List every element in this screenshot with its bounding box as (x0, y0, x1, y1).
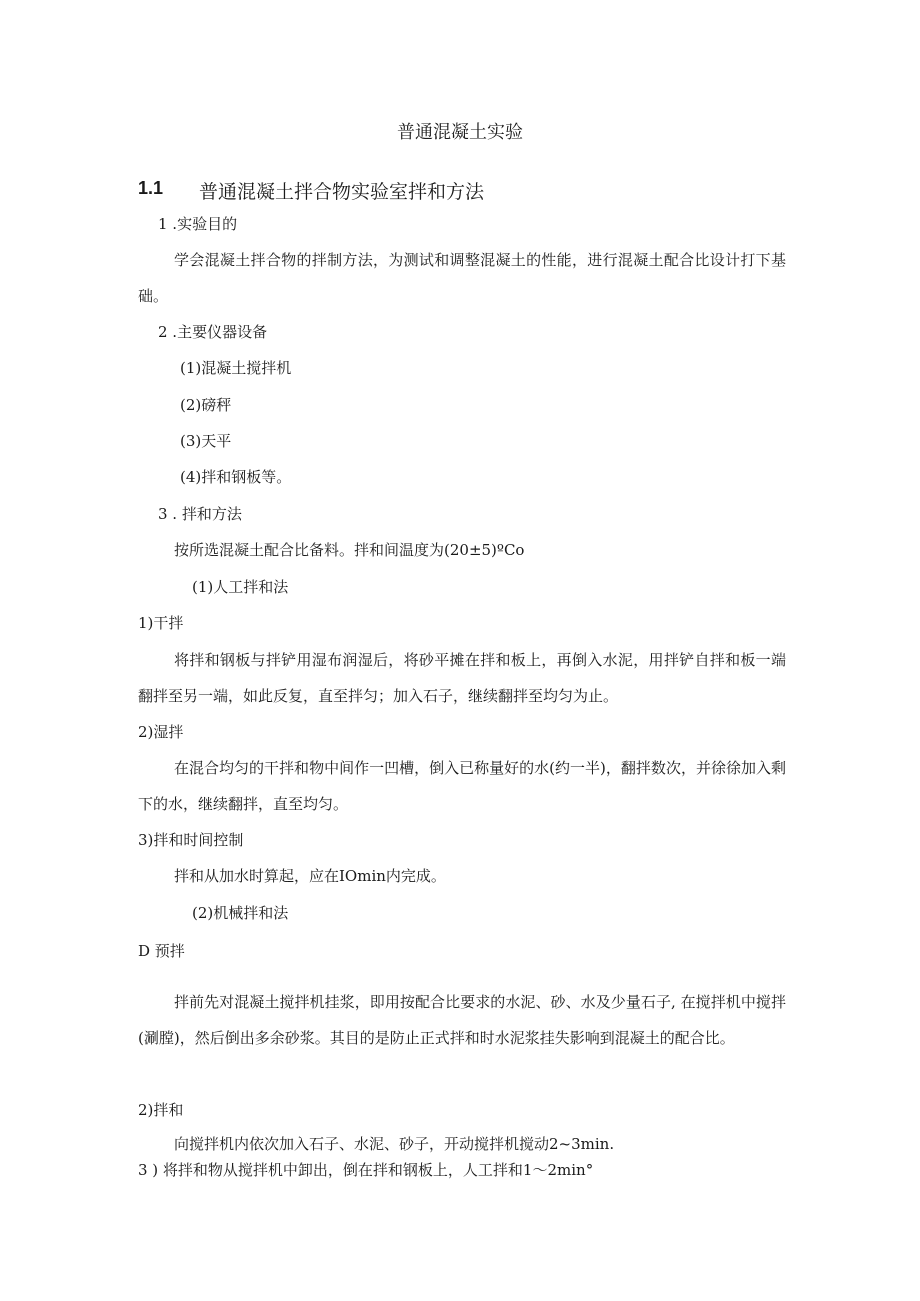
method-heading: 3 . 拌和方法 (158, 505, 242, 523)
section-number: 1.1 (138, 178, 164, 198)
manual-method-heading: (1)人工拌和法 (192, 578, 289, 596)
time-control-text: 拌和从加水时算起，应在IOmin内完成。 (174, 867, 446, 885)
purpose-heading: 1 .实验目的 (158, 215, 238, 233)
time-control-heading: 3)拌和时间控制 (138, 831, 244, 849)
equipment-item: (2)磅秤 (180, 396, 232, 414)
document-title: 普通混凝土实验 (397, 122, 523, 143)
purpose-paragraph: 学会混凝土拌合物的拌制方法，为测试和调整混凝土的性能，进行混凝土配合比设计打下基础。 (138, 251, 786, 305)
pre-mix-heading: D 预拌 (138, 942, 185, 960)
section-title: 普通混凝土拌合物实验室拌和方法 (199, 181, 485, 203)
dry-mix-heading: 1)干拌 (138, 614, 184, 632)
unload-text: 3 ) 将拌和物从搅拌机中卸出，倒在拌和钢板上，人工拌和1～2min° (138, 1161, 594, 1179)
equipment-item: (4)拌和钢板等。 (180, 468, 292, 486)
wet-mix-paragraph: 在混合均匀的干拌和物中间作一凹槽，倒入已称量好的水(约一半)，翻拌数次，并徐徐加入剩下的水，继续翻拌，直至均匀。 (138, 759, 786, 813)
machine-method-heading: (2)机械拌和法 (192, 904, 289, 922)
method-intro: 按所选混凝土配合比备料。拌和间温度为(20±5)ºCo (174, 541, 525, 559)
wet-mix-heading: 2)湿拌 (138, 723, 184, 741)
equipment-item: (3)天平 (180, 432, 232, 450)
mixing-text: 向搅拌机内依次加入石子、水泥、砂子，开动搅拌机搅动2~3min. (174, 1135, 615, 1153)
dry-mix-paragraph: 将拌和钢板与拌铲用湿布润湿后，将砂平摊在拌和板上，再倒入水泥，用拌铲自拌和板一端翻拌至另一端，如此反复，直至拌匀；加入石子，继续翻拌至均匀为止。 (138, 651, 786, 705)
equipment-heading: 2 .主要仪器设备 (158, 323, 268, 341)
mixing-heading: 2)拌和 (138, 1101, 184, 1119)
pre-mix-paragraph: 拌前先对混凝土搅拌机挂浆，即用按配合比要求的水泥、砂、水及少量石子, 在搅拌机中搅拌(涮膛)，然后倒出多余砂浆。其目的是防止正式拌和时水泥浆挂失影响到混凝土的配合比。 (138, 993, 786, 1047)
equipment-item: (1)混凝土搅拌机 (180, 359, 292, 377)
